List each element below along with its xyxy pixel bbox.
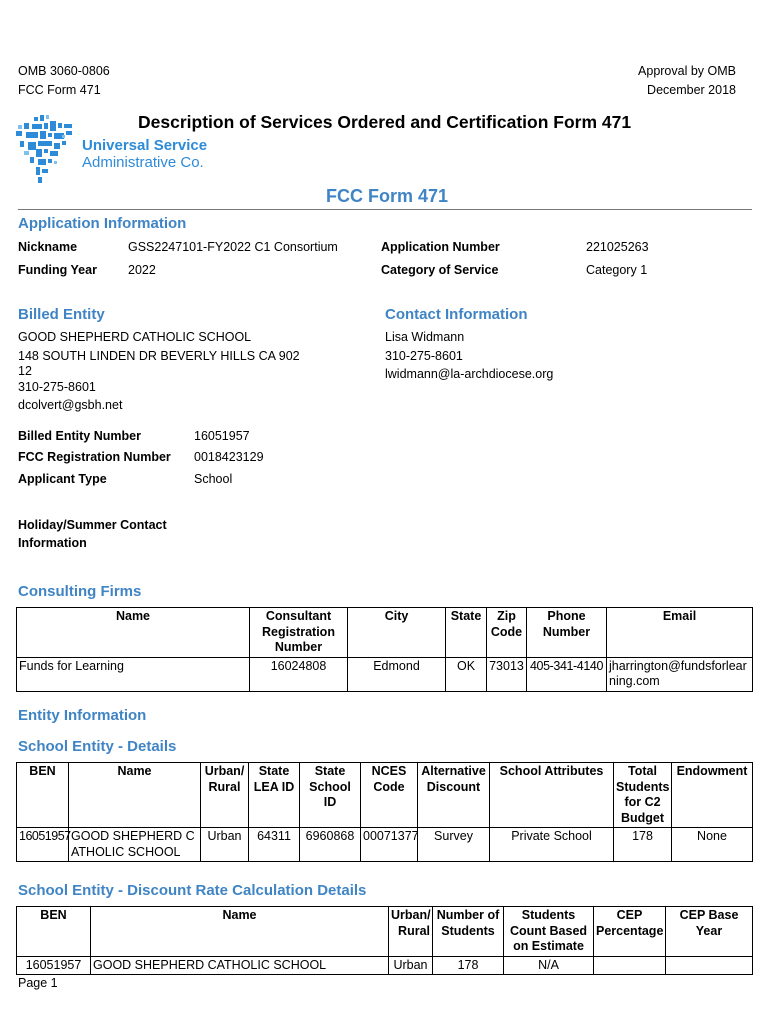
col-state: State bbox=[446, 608, 487, 658]
applicant-type-value: School bbox=[194, 472, 233, 486]
omb-number: OMB 3060-0806 bbox=[18, 64, 110, 78]
school-nces-code: 00071377 bbox=[361, 828, 418, 862]
form-subtitle: FCC Form 471 bbox=[326, 186, 449, 206]
application-number-label: Application Number bbox=[381, 240, 500, 254]
logo-text-line1: Universal Service bbox=[82, 137, 208, 154]
application-info-heading: Application Information bbox=[18, 215, 187, 232]
category-value: Category 1 bbox=[586, 263, 648, 277]
school-lea-id: 64311 bbox=[249, 828, 300, 862]
billed-entity-email: dcolvert@gsbh.net bbox=[18, 398, 123, 412]
school-name: GOOD SHEPHERD CATHOLIC SCHOOL bbox=[69, 828, 201, 862]
omb-approval: Approval by OMB bbox=[638, 64, 736, 78]
table-row bbox=[17, 956, 753, 975]
col-email: Email bbox=[607, 608, 753, 658]
school-total-students: 178 bbox=[614, 828, 672, 862]
col-ben: BEN bbox=[17, 907, 91, 957]
col-total-students: Total Students for C2 Budget bbox=[614, 763, 672, 828]
frn-value: 0018423129 bbox=[194, 450, 264, 464]
page-number: Page 1 bbox=[18, 976, 58, 990]
table-header-row bbox=[17, 907, 753, 957]
funding-year-label: Funding Year bbox=[18, 263, 97, 277]
discount-details-heading: School Entity - Discount Rate Calculation Details bbox=[18, 882, 367, 899]
applicant-type-label: Applicant Type bbox=[18, 472, 107, 486]
logo-text-line2: Administrative Co. bbox=[82, 154, 204, 171]
table-row bbox=[17, 657, 753, 691]
entity-info-heading: Entity Information bbox=[18, 707, 147, 724]
title-divider bbox=[18, 209, 752, 210]
col-cep-base-year: CEP Base Year bbox=[666, 907, 753, 957]
nickname-value: GSS2247101-FY2022 C1 Consortium bbox=[128, 240, 338, 254]
category-label: Category of Service bbox=[381, 263, 499, 277]
table-header-row bbox=[17, 608, 753, 658]
col-number-of-students: Number of Students bbox=[433, 907, 504, 957]
school-urban-rural: Urban bbox=[201, 828, 249, 862]
billed-entity-address-line1: 148 SOUTH LINDEN DR BEVERLY HILLS CA 902 bbox=[18, 349, 300, 363]
table-header-row bbox=[17, 763, 753, 828]
billed-entity-name: GOOD SHEPHERD CATHOLIC SCHOOL bbox=[18, 330, 252, 344]
col-nces-code: NCES Code bbox=[361, 763, 418, 828]
school-details-heading: School Entity - Details bbox=[18, 738, 177, 755]
holiday-contact-label-line1: Holiday/Summer Contact bbox=[18, 518, 167, 532]
discount-ben: 16051957 bbox=[17, 956, 91, 975]
col-state-school-id: State School ID bbox=[300, 763, 361, 828]
col-alternative-discount: Alternative Discount bbox=[418, 763, 490, 828]
col-ben: BEN bbox=[17, 763, 69, 828]
consultant-phone: 405-341-4140 bbox=[527, 657, 607, 691]
col-phone-number: Phone Number bbox=[527, 608, 607, 658]
school-attributes: Private School bbox=[490, 828, 614, 862]
discount-details-table bbox=[16, 906, 753, 975]
school-endowment: None bbox=[672, 828, 753, 862]
consulting-firms-heading: Consulting Firms bbox=[18, 583, 142, 600]
billed-entity-address-line2: 12 bbox=[18, 364, 32, 378]
discount-urban-rural: Urban bbox=[389, 956, 433, 975]
consultant-email: jharrington@fundsforlearning.com bbox=[607, 657, 753, 691]
holiday-contact-label-line2: Information bbox=[18, 536, 87, 550]
col-zip-code: Zip Code bbox=[487, 608, 527, 658]
frn-label: FCC Registration Number bbox=[18, 450, 171, 464]
page-title: Description of Services Ordered and Certification Form 471 bbox=[138, 112, 632, 132]
ben-value: 16051957 bbox=[194, 429, 250, 443]
col-urban-rural: Urban/ Rural bbox=[389, 907, 433, 957]
col-city: City bbox=[348, 608, 446, 658]
col-cep-percentage: CEP Percentage bbox=[594, 907, 666, 957]
school-ben: 16051957 bbox=[17, 828, 69, 862]
consulting-firms-table bbox=[16, 607, 753, 692]
school-alt-discount: Survey bbox=[418, 828, 490, 862]
contact-name: Lisa Widmann bbox=[385, 330, 465, 344]
col-urban-rural: Urban/ Rural bbox=[201, 763, 249, 828]
billed-entity-heading: Billed Entity bbox=[18, 306, 105, 323]
col-consultant-registration-number: Consultant Registration Number bbox=[250, 608, 348, 658]
usac-logo bbox=[14, 115, 76, 185]
nickname-label: Nickname bbox=[18, 240, 78, 254]
discount-cep-percentage bbox=[594, 956, 666, 975]
consultant-zip: 73013 bbox=[487, 657, 527, 691]
contact-phone: 310-275-8601 bbox=[385, 349, 463, 363]
discount-name: GOOD SHEPHERD CATHOLIC SCHOOL bbox=[91, 956, 389, 975]
form-short-name: FCC Form 471 bbox=[18, 83, 101, 97]
col-name: Name bbox=[69, 763, 201, 828]
col-students-count-estimate: Students Count Based on Estimate bbox=[504, 907, 594, 957]
col-endowment: Endowment bbox=[672, 763, 753, 828]
discount-cep-base-year bbox=[666, 956, 753, 975]
school-state-id: 6960868 bbox=[300, 828, 361, 862]
consultant-crn: 16024808 bbox=[250, 657, 348, 691]
col-state-lea-id: State LEA ID bbox=[249, 763, 300, 828]
consultant-state: OK bbox=[446, 657, 487, 691]
approval-date: December 2018 bbox=[647, 83, 736, 97]
contact-info-heading: Contact Information bbox=[385, 306, 528, 323]
col-name: Name bbox=[91, 907, 389, 957]
consultant-name: Funds for Learning bbox=[17, 657, 250, 691]
consultant-city: Edmond bbox=[348, 657, 446, 691]
funding-year-value: 2022 bbox=[128, 263, 156, 277]
table-row bbox=[17, 828, 753, 862]
application-number-value: 221025263 bbox=[586, 240, 649, 254]
col-name: Name bbox=[17, 608, 250, 658]
contact-email: lwidmann@la-archdiocese.org bbox=[385, 367, 554, 381]
ben-label: Billed Entity Number bbox=[18, 429, 141, 443]
discount-students: 178 bbox=[433, 956, 504, 975]
school-details-table bbox=[16, 762, 753, 862]
col-school-attributes: School Attributes bbox=[490, 763, 614, 828]
usac-logo-mark bbox=[14, 115, 76, 185]
discount-estimate: N/A bbox=[504, 956, 594, 975]
billed-entity-phone: 310-275-8601 bbox=[18, 380, 96, 394]
